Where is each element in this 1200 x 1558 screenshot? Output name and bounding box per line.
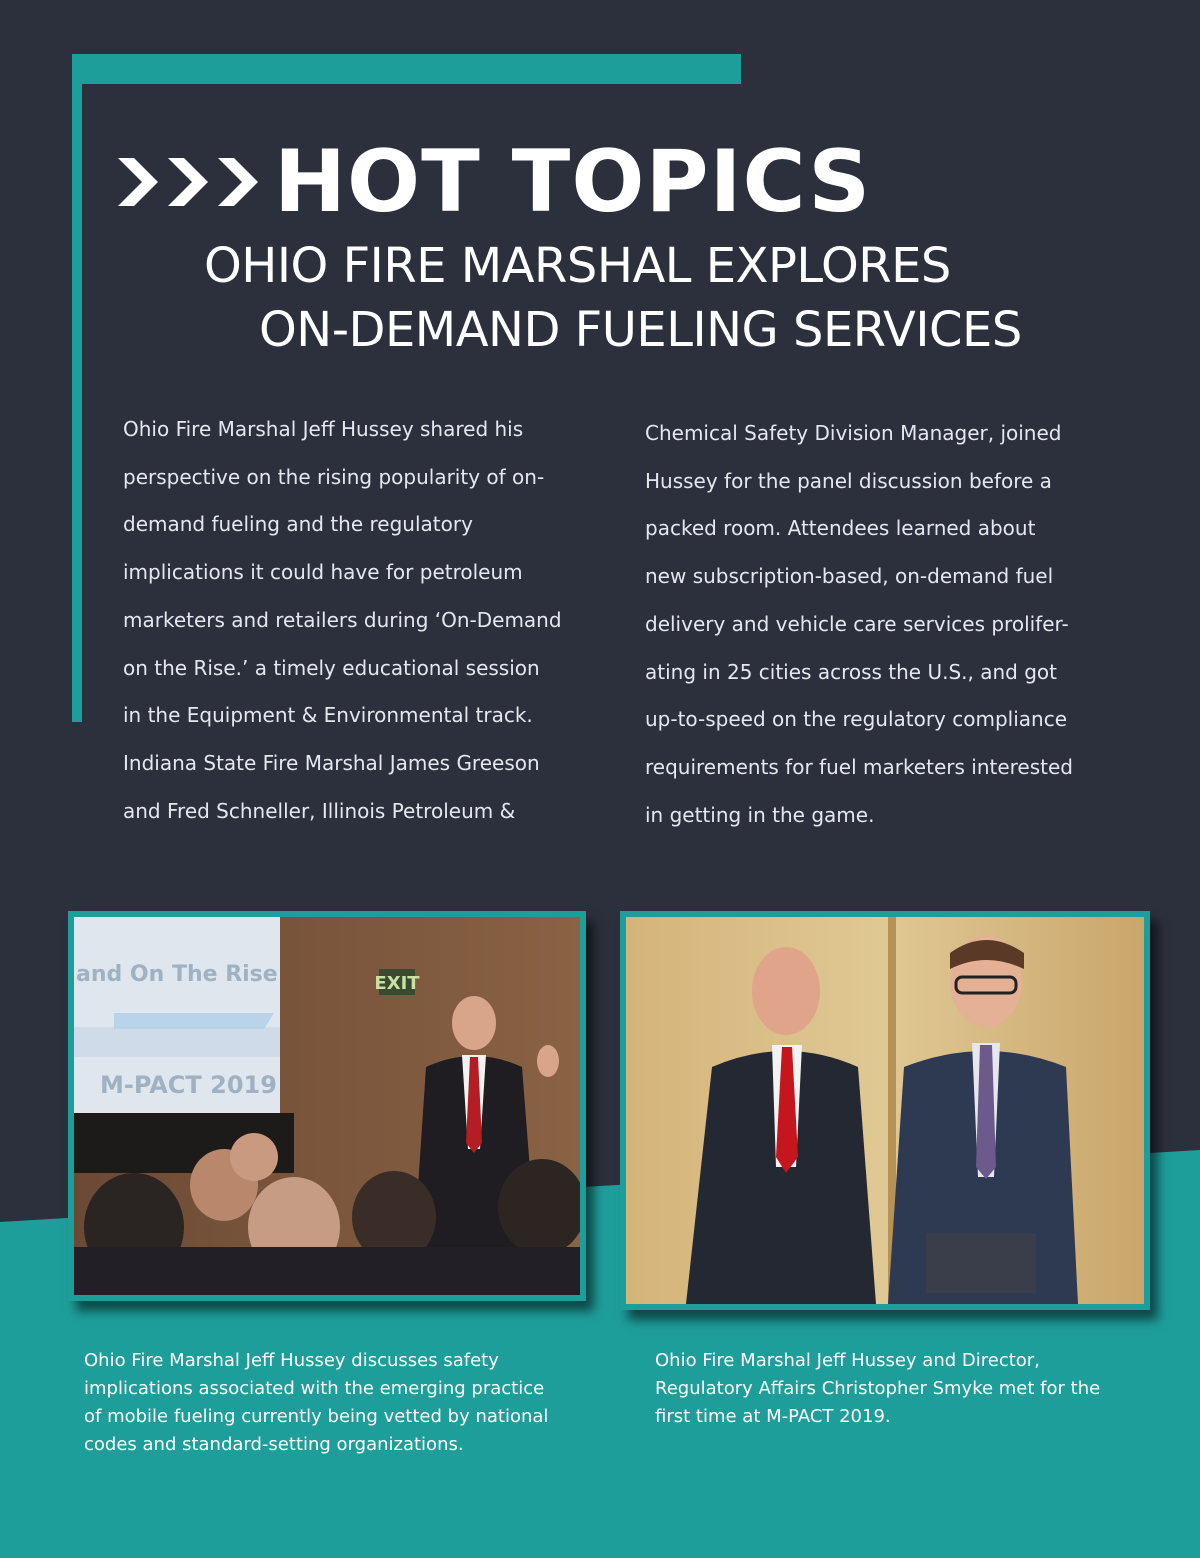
photo-2-caption <box>655 1347 1100 1431</box>
accent-frame-top <box>72 54 741 84</box>
article-left-column <box>123 406 593 835</box>
article-line: on the Rise.’ a timely educational session <box>123 655 540 680</box>
photo-1-caption <box>84 1347 548 1459</box>
caption-line: codes and standard-setting organizations. <box>84 1434 464 1455</box>
caption-line: of mobile fueling currently being vetted by national <box>84 1406 549 1427</box>
caption-line: Regulatory Affairs Christopher Smyke met for the <box>655 1378 1101 1399</box>
caption-line: implications associated with the emerging practice <box>84 1378 545 1399</box>
article-line: Indiana State Fire Marshal James Greeson <box>123 750 540 775</box>
article-line: up-to-speed on the regulatory compliance <box>645 707 1068 732</box>
slide-subtitle: M-PACT 2019 <box>100 1071 277 1099</box>
article-line: in the Equipment & Environmental track. <box>123 703 533 728</box>
portrait-photo-illustration <box>626 917 1144 1304</box>
caption-line: Ohio Fire Marshal Jeff Hussey discusses safety <box>84 1350 499 1371</box>
article-line: new subscription-based, on-demand fuel <box>645 564 1054 589</box>
article-line: marketers and retailers during ‘On-Demand <box>123 607 562 632</box>
article-line: demand fueling and the regulatory <box>123 512 473 537</box>
slide-title: and On The Rise <box>76 962 278 987</box>
headline <box>118 132 871 232</box>
article-line: and Fred Schneller, Illinois Petroleum & <box>123 798 516 823</box>
accent-frame-left <box>72 54 82 722</box>
exit-sign: EXIT <box>374 973 420 994</box>
article-line: perspective on the rising popularity of on- <box>123 464 545 489</box>
article-right-column <box>645 410 1115 839</box>
caption-line: first time at M-PACT 2019. <box>655 1406 891 1427</box>
portrait-photo <box>620 911 1150 1310</box>
article-line: ating in 25 cities across the U.S., and got <box>645 659 1057 684</box>
speaker-photo <box>68 911 586 1301</box>
article-line: Ohio Fire Marshal Jeff Hussey shared his <box>123 417 524 441</box>
article-line: requirements for fuel marketers interested <box>645 754 1073 779</box>
article-line: Hussey for the panel discussion before a <box>645 468 1052 493</box>
caption-line: Ohio Fire Marshal Jeff Hussey and Director, <box>655 1350 1040 1371</box>
subtitle-line-1: OHIO FIRE MARSHAL EXPLORES <box>204 238 951 294</box>
speaker-photo-illustration <box>74 917 580 1295</box>
article-line: delivery and vehicle care services prolifer- <box>645 611 1069 636</box>
article-line: packed room. Attendees learned about <box>645 516 1036 541</box>
subtitle-line-2: ON-DEMAND FUELING SERVICES <box>259 302 1022 358</box>
article-line: implications it could have for petroleum <box>123 560 523 585</box>
triple-chevron-right-icon <box>118 158 266 206</box>
page-title: HOT TOPICS <box>274 132 872 232</box>
article-line: Chemical Safety Division Manager, joined <box>645 421 1062 445</box>
article-line: in getting in the game. <box>645 802 875 827</box>
